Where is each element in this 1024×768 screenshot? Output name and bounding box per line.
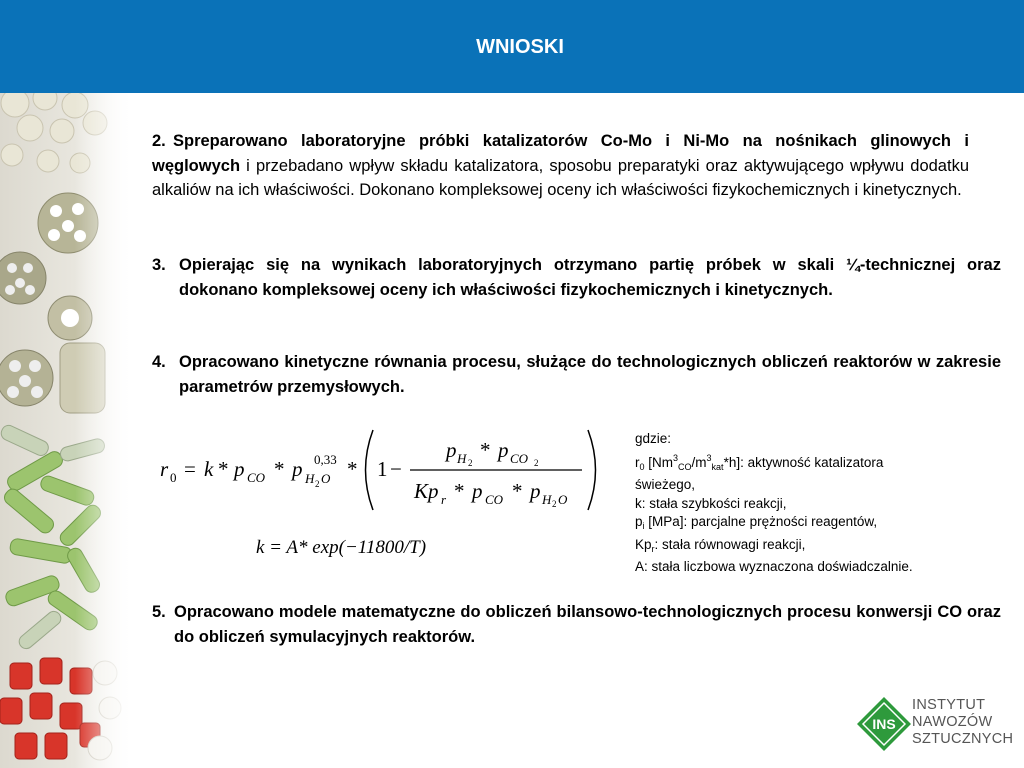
svg-text:CO: CO	[510, 451, 529, 466]
svg-text:O: O	[321, 471, 331, 486]
legend-a: A: stała liczbowa wyznaczona doświadczalnie.	[635, 559, 913, 574]
legend-title: gdzie:	[635, 431, 672, 446]
svg-text:2: 2	[468, 458, 473, 468]
conclusion-text	[152, 129, 969, 203]
logo-line-2: NAWOZÓW	[912, 714, 993, 730]
conclusion-number: 3.	[152, 256, 166, 274]
svg-text:H: H	[457, 451, 467, 466]
exponent-label: 0,33	[314, 452, 337, 467]
svg-text:2: 2	[534, 458, 539, 468]
ins-logo-text	[912, 697, 1013, 748]
svg-text:*: *	[218, 457, 229, 481]
conclusion-normal-text: i przebadano wpływ składu katalizatora, sposobu preparatyki oraz aktywującego wpływu dodatku alkaliów na ich właściwości. Dokonano kompleksowej oceny ich właściwości fizykochemicznych i kinetycznych.	[152, 156, 969, 199]
svg-text:CO: CO	[485, 492, 504, 507]
svg-text:p: p	[472, 479, 483, 503]
ins-diamond-icon	[857, 697, 911, 751]
image-fade	[75, 93, 135, 768]
conclusion-bold-text: Spreparowano laboratoryjne próbki katalizatorów Co-Mo i Ni-Mo na nośnikach glinowych i węglowych	[152, 132, 969, 175]
conclusion-4	[152, 350, 1001, 399]
legend-r0-continued: świeżego,	[635, 477, 696, 492]
rate-equation	[158, 425, 608, 515]
svg-text:r: r	[160, 457, 169, 481]
legend-kp: $Kp_r$: stała równowagi reakcji,	[635, 536, 806, 554]
conclusion-2	[152, 129, 969, 203]
logo-line-1: INSTYTUT	[912, 697, 986, 713]
ins-logo	[857, 695, 1017, 755]
logo-line-3: SZTUCZNYCH	[912, 731, 1014, 747]
slide-title: WNIOSKI	[476, 36, 564, 58]
conclusion-text: Opracowano modele matematyczne do obliczeń bilansowo-technologicznych procesu konwersji CO oraz do obliczeń symulacyjnych reaktorów.	[174, 603, 1001, 646]
conclusion-text: Opracowano kinetyczne równania procesu, służące do technologicznych obliczeń reaktorów w zakresie parametrów przemysłowych.	[179, 353, 1001, 396]
svg-text:r: r	[441, 492, 447, 507]
svg-text:=: =	[184, 457, 196, 481]
header-bar	[0, 0, 1024, 93]
svg-text:*: *	[274, 457, 285, 481]
svg-text:*: *	[347, 457, 358, 481]
svg-text:p: p	[234, 457, 245, 481]
svg-text:1: 1	[377, 457, 388, 481]
conclusion-5	[152, 600, 1001, 649]
conclusion-number: 4.	[152, 353, 166, 371]
svg-text:H: H	[305, 471, 315, 486]
svg-text:p: p	[446, 438, 457, 462]
svg-text:H: H	[542, 492, 552, 507]
legend-r0: $r_0$ $[Nm^3_{CO}/m^3_{kat}*h]$: aktywność katalizatora	[635, 452, 884, 472]
svg-text:*: *	[480, 438, 491, 462]
conclusion-3	[152, 253, 1001, 302]
k-equation: k = A* exp(−11800/T)	[256, 537, 427, 558]
catalyst-pellets-image	[0, 93, 135, 768]
svg-text:*: *	[512, 479, 523, 503]
ins-mark: INS	[872, 716, 896, 732]
svg-text:2: 2	[552, 499, 557, 509]
svg-text:2: 2	[315, 479, 320, 489]
symbol-legend	[635, 430, 955, 577]
svg-text:CO: CO	[247, 470, 266, 485]
svg-text:p: p	[292, 457, 303, 481]
svg-text:0: 0	[170, 470, 177, 485]
svg-text:k: k	[204, 457, 214, 481]
svg-text:p: p	[498, 438, 509, 462]
svg-text:*: *	[454, 479, 465, 503]
svg-text:Kp: Kp	[414, 479, 439, 503]
conclusion-number: 2.	[152, 132, 166, 150]
legend-p: $p_i$ [MPa]: parcjalne prężności reagentów,	[635, 514, 878, 531]
svg-text:p: p	[530, 479, 541, 503]
conclusion-text: Opierając się na wynikach laboratoryjnych otrzymano partię próbek w skali ¼-technicznej oraz dokonano kompleksowej oceny ich właściwości fizykochemicznych i kinetycznych.	[179, 256, 1001, 299]
svg-text:O: O	[558, 492, 568, 507]
conclusion-number: 5.	[152, 603, 166, 621]
rate-equation-svg	[158, 425, 608, 515]
svg-text:−: −	[390, 457, 402, 481]
legend-k: k: stała szybkości reakcji,	[635, 495, 787, 511]
